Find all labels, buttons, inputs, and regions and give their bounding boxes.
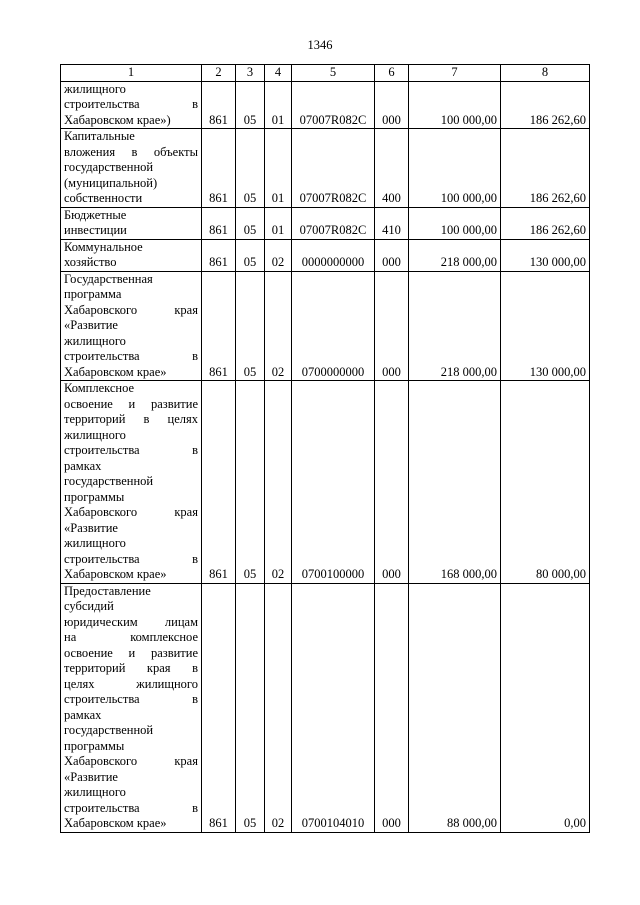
name-line: жилищного <box>64 427 126 442</box>
cell-section: 05 <box>236 271 265 381</box>
cell-amount-year1: 100 000,00 <box>409 81 501 129</box>
cell-target-article: 07007R082C <box>292 207 375 239</box>
name-line: жилищного <box>64 81 126 96</box>
name-line: Государственная <box>64 271 153 286</box>
name-line: территорий в целях <box>64 412 198 426</box>
cell-code-admin: 861 <box>202 271 236 381</box>
name-line: программы <box>64 489 125 504</box>
name-line: жилищного <box>64 536 126 550</box>
name-line: строительства в <box>64 443 198 457</box>
cell-subsection: 02 <box>265 239 292 271</box>
name-line: государственной <box>64 723 154 737</box>
name-line: (муниципальной) <box>64 175 158 190</box>
cell-subsection: 02 <box>265 271 292 381</box>
cell-amount-year2: 186 262,60 <box>501 129 590 208</box>
name-line: инвестиции <box>64 223 127 237</box>
cell-subsection: 01 <box>265 207 292 239</box>
name-line: Хабаровском крае» <box>64 816 167 830</box>
cell-expense-type: 000 <box>375 583 409 832</box>
cell-name <box>61 207 202 239</box>
cell-amount-year1: 218 000,00 <box>409 239 501 271</box>
table-row <box>61 381 590 584</box>
table-row <box>61 129 590 208</box>
cell-section: 05 <box>236 129 265 208</box>
name-line: государственной <box>64 160 154 174</box>
cell-subsection: 01 <box>265 129 292 208</box>
header-row <box>61 65 590 82</box>
name-line: строительства в <box>64 800 198 815</box>
name-line: собственности <box>64 191 143 205</box>
name-line: Хабаровского края <box>64 754 198 768</box>
name-line: «Развитие <box>64 318 118 332</box>
cell-amount-year1: 100 000,00 <box>409 129 501 208</box>
header-cell: 5 <box>292 65 375 82</box>
cell-amount-year1: 218 000,00 <box>409 271 501 381</box>
cell-amount-year2: 186 262,60 <box>501 207 590 239</box>
name-line: программы <box>64 738 125 753</box>
name-line: Хабаровском крае» <box>64 567 167 581</box>
cell-subsection: 02 <box>265 583 292 832</box>
cell-expense-type: 000 <box>375 81 409 129</box>
cell-target-article: 0700000000 <box>292 271 375 381</box>
cell-target-article: 0700104010 <box>292 583 375 832</box>
cell-expense-type: 000 <box>375 381 409 584</box>
cell-code-admin: 861 <box>202 81 236 129</box>
cell-name <box>61 583 202 832</box>
cell-amount-year2: 186 262,60 <box>501 81 590 129</box>
name-line: территорий края в <box>64 661 198 675</box>
name-line: жилищного <box>64 785 126 799</box>
name-line: строительства в <box>64 551 198 566</box>
name-line: рамках <box>64 458 102 473</box>
name-line: юридическим лицам <box>64 614 198 629</box>
name-line: Хабаровского края <box>64 302 198 317</box>
cell-target-article: 07007R082C <box>292 129 375 208</box>
name-line: Бюджетные <box>64 207 127 222</box>
name-line: Хабаровском крае» <box>64 364 167 379</box>
cell-amount-year2: 130 000,00 <box>501 271 590 381</box>
cell-amount-year2: 80 000,00 <box>501 381 590 584</box>
cell-name <box>61 129 202 208</box>
page-number: 1346 <box>307 38 333 52</box>
name-line: строительства в <box>64 349 198 363</box>
name-line: освоение и развитие <box>64 645 198 660</box>
header-cell: 4 <box>265 65 292 82</box>
cell-section: 05 <box>236 583 265 832</box>
cell-amount-year2: 130 000,00 <box>501 239 590 271</box>
cell-name <box>61 271 202 381</box>
cell-code-admin: 861 <box>202 381 236 584</box>
cell-subsection: 02 <box>265 381 292 584</box>
name-line: рамках <box>64 707 102 722</box>
cell-amount-year1: 168 000,00 <box>409 381 501 584</box>
name-line: жилищного <box>64 333 126 348</box>
name-line: строительства в <box>64 692 198 706</box>
cell-amount-year2: 0,00 <box>501 583 590 832</box>
header-cell: 1 <box>61 65 202 82</box>
name-line: хозяйство <box>64 255 117 269</box>
cell-name <box>61 81 202 129</box>
name-line: субсидий <box>64 599 114 613</box>
header-cell: 3 <box>236 65 265 82</box>
header-cell: 2 <box>202 65 236 82</box>
cell-expense-type: 000 <box>375 239 409 271</box>
header-cell: 6 <box>375 65 409 82</box>
cell-name <box>61 239 202 271</box>
name-line: Капитальные <box>64 129 135 143</box>
table-row <box>61 81 590 129</box>
name-line: Хабаровском крае») <box>64 112 171 127</box>
cell-amount-year1: 100 000,00 <box>409 207 501 239</box>
cell-target-article: 07007R082C <box>292 81 375 129</box>
cell-code-admin: 861 <box>202 129 236 208</box>
table-row <box>61 271 590 381</box>
name-line: «Развитие <box>64 520 118 535</box>
name-line: государственной <box>64 474 154 488</box>
cell-section: 05 <box>236 81 265 129</box>
name-line: Предоставление <box>64 583 151 598</box>
name-line: на комплексное <box>64 630 198 644</box>
name-line: Хабаровского края <box>64 505 198 519</box>
name-line: целях жилищного <box>64 676 198 691</box>
cell-code-admin: 861 <box>202 239 236 271</box>
header-cell: 7 <box>409 65 501 82</box>
name-line: Комплексное <box>64 381 135 395</box>
name-line: вложения в объекты <box>64 144 198 159</box>
name-line: строительства в <box>64 97 198 111</box>
cell-amount-year1: 88 000,00 <box>409 583 501 832</box>
table-row <box>61 207 590 239</box>
cell-target-article: 0700100000 <box>292 381 375 584</box>
header-cell: 8 <box>501 65 590 82</box>
cell-section: 05 <box>236 381 265 584</box>
cell-expense-type: 400 <box>375 129 409 208</box>
cell-expense-type: 000 <box>375 271 409 381</box>
name-line: программа <box>64 287 122 301</box>
budget-table <box>60 64 590 833</box>
cell-section: 05 <box>236 207 265 239</box>
cell-subsection: 01 <box>265 81 292 129</box>
cell-section: 05 <box>236 239 265 271</box>
cell-code-admin: 861 <box>202 207 236 239</box>
name-line: освоение и развитие <box>64 396 198 411</box>
name-line: «Развитие <box>64 769 118 784</box>
table-row <box>61 583 590 832</box>
cell-target-article: 0000000000 <box>292 239 375 271</box>
cell-expense-type: 410 <box>375 207 409 239</box>
cell-code-admin: 861 <box>202 583 236 832</box>
name-line: Коммунальное <box>64 239 143 254</box>
table-row <box>61 239 590 271</box>
cell-name <box>61 381 202 584</box>
